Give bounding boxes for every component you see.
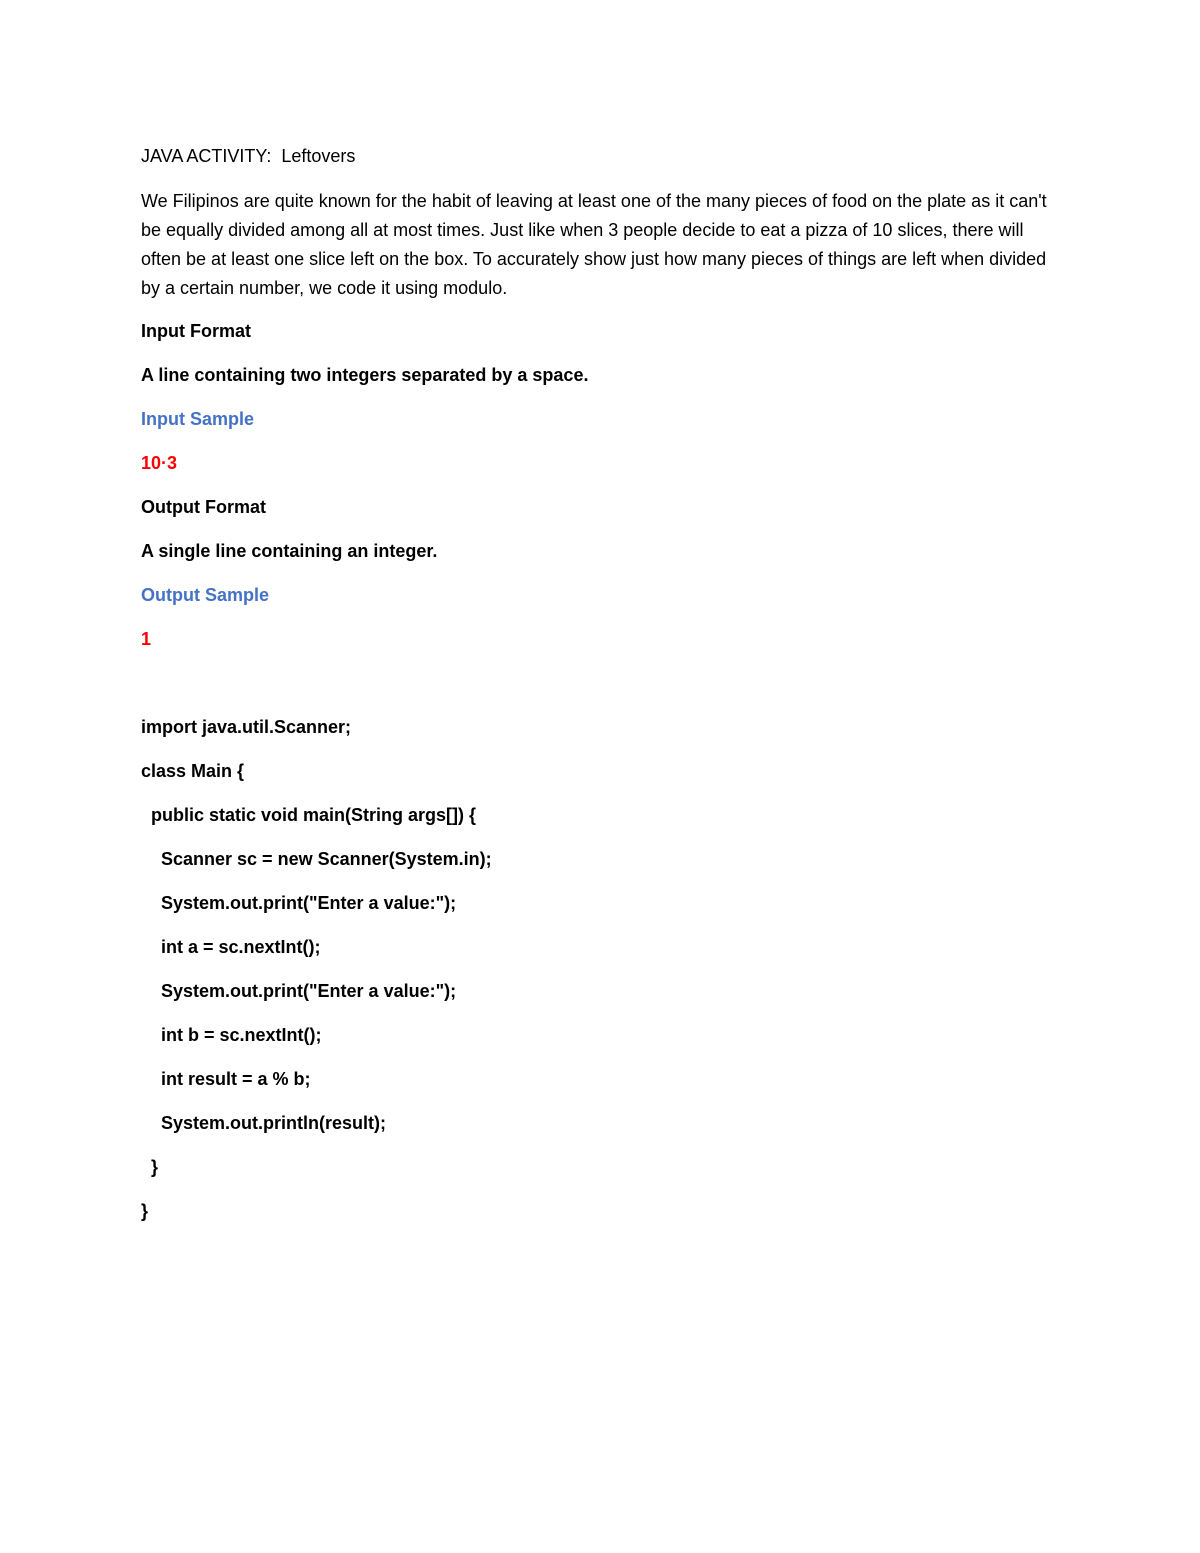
code-line: System.out.print("Enter a value:"); (141, 893, 457, 913)
intro-paragraph: We Filipinos are quite known for the habit of leaving at least one of the many pieces of food on the plate as it can't be equally divided among all at most times. Just like when 3 people decide to eat a pizza of 10 slices, there will often be at least one slice left on the box. To accurately show just how many pieces of things are left when divided by a certain number, we code it using modulo. (141, 191, 1047, 298)
code-line: } (141, 1157, 159, 1177)
code-line: Scanner sc = new Scanner(System.in); (141, 849, 492, 869)
code-line: int b = sc.nextInt(); (141, 1025, 322, 1045)
input-sample-value: 10·3 (141, 453, 178, 473)
code-block (141, 714, 1056, 1224)
document-content (141, 143, 1056, 1242)
output-sample-value: 1 (141, 629, 152, 649)
document-title: JAVA ACTIVITY: Leftovers (141, 146, 356, 166)
input-sample-heading: Input Sample (141, 409, 255, 429)
input-format-heading: Input Format (141, 321, 251, 341)
code-line: System.out.println(result); (141, 1113, 387, 1133)
code-line: public static void main(String args[]) { (141, 805, 477, 825)
code-line: System.out.print("Enter a value:"); (141, 981, 457, 1001)
output-format-heading: Output Format (141, 497, 266, 517)
output-format-text: A single line containing an integer. (141, 541, 438, 561)
output-sample-heading: Output Sample (141, 585, 270, 605)
code-line: import java.util.Scanner; (141, 717, 352, 737)
input-format-text: A line containing two integers separated by a space. (141, 365, 589, 385)
code-line: } (141, 1201, 149, 1221)
code-line: int result = a % b; (141, 1069, 311, 1089)
section-spacer (141, 670, 1056, 714)
code-line: class Main { (141, 761, 245, 781)
code-line: int a = sc.nextInt(); (141, 937, 321, 957)
